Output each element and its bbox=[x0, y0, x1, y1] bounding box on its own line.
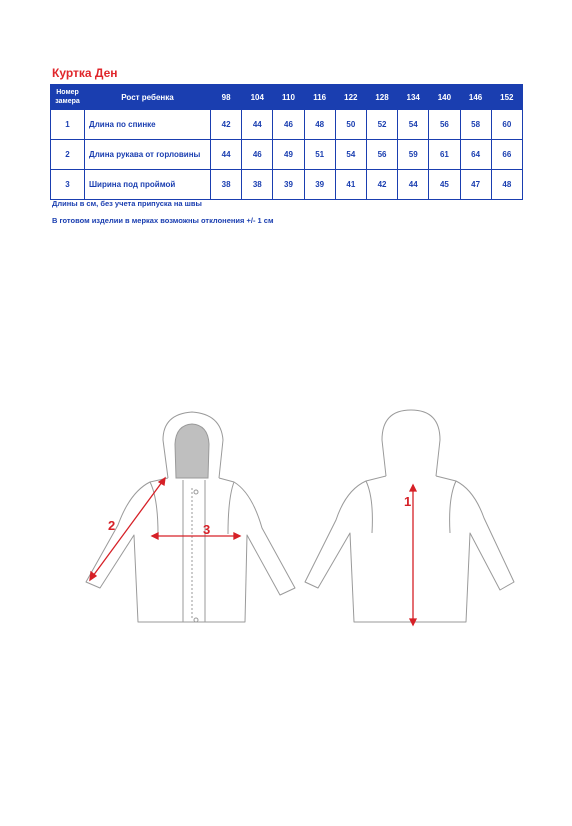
table-cell: 48 bbox=[491, 170, 522, 200]
header-size: 104 bbox=[242, 85, 273, 110]
table-cell: 49 bbox=[273, 140, 304, 170]
table-cell: 42 bbox=[366, 170, 397, 200]
arrow-head bbox=[410, 485, 416, 491]
table-cell: 46 bbox=[273, 110, 304, 140]
table-cell: 50 bbox=[335, 110, 366, 140]
header-size: 152 bbox=[491, 85, 522, 110]
table-cell: 44 bbox=[398, 170, 429, 200]
jacket-back-drawing bbox=[305, 410, 514, 622]
table-cell: 38 bbox=[211, 170, 242, 200]
table-cell: 58 bbox=[460, 110, 491, 140]
table-cell: 66 bbox=[491, 140, 522, 170]
table-cell: 42 bbox=[211, 110, 242, 140]
measure-label-1: 1 bbox=[404, 494, 412, 509]
header-size: 140 bbox=[429, 85, 460, 110]
note-tolerance: В готовом изделии в мерках возможны отклонения +/- 1 см bbox=[52, 216, 274, 225]
header-size: 98 bbox=[211, 85, 242, 110]
header-size: 134 bbox=[398, 85, 429, 110]
arrow-head bbox=[152, 533, 158, 539]
hood-lining bbox=[175, 424, 209, 478]
table-cell: 47 bbox=[460, 170, 491, 200]
header-size: 110 bbox=[273, 85, 304, 110]
table-cell: 44 bbox=[211, 140, 242, 170]
table-cell: 41 bbox=[335, 170, 366, 200]
measurement-lines bbox=[90, 478, 416, 625]
table-cell: 38 bbox=[242, 170, 273, 200]
measure-line-2 bbox=[90, 478, 165, 580]
row-number: 1 bbox=[51, 110, 85, 140]
table-cell: 39 bbox=[304, 170, 335, 200]
row-number: 2 bbox=[51, 140, 85, 170]
header-size: 122 bbox=[335, 85, 366, 110]
page-title: Куртка Ден bbox=[52, 66, 118, 80]
table-cell: 54 bbox=[335, 140, 366, 170]
table-cell: 44 bbox=[242, 110, 273, 140]
table-cell: 59 bbox=[398, 140, 429, 170]
header-size: 146 bbox=[460, 85, 491, 110]
table-cell: 54 bbox=[398, 110, 429, 140]
table-cell: 56 bbox=[366, 140, 397, 170]
row-name: Ширина под проймой bbox=[85, 170, 211, 200]
row-number: 3 bbox=[51, 170, 85, 200]
table-cell: 61 bbox=[429, 140, 460, 170]
arrow-head bbox=[234, 533, 240, 539]
header-size: 128 bbox=[366, 85, 397, 110]
header-measure-number: Номер замера bbox=[51, 85, 85, 110]
arrow-head bbox=[410, 619, 416, 625]
measure-label-3: 3 bbox=[203, 522, 211, 537]
table-cell: 39 bbox=[273, 170, 304, 200]
table-cell: 64 bbox=[460, 140, 491, 170]
measure-label-2: 2 bbox=[108, 518, 116, 533]
table-cell: 48 bbox=[304, 110, 335, 140]
header-child-height: Рост ребенка bbox=[85, 85, 211, 110]
table-cell: 45 bbox=[429, 170, 460, 200]
note-lengths: Длины в см, без учета припуска на швы bbox=[52, 199, 202, 208]
table-cell: 51 bbox=[304, 140, 335, 170]
table-cell: 56 bbox=[429, 110, 460, 140]
row-name: Длина рукава от горловины bbox=[85, 140, 211, 170]
table-cell: 52 bbox=[366, 110, 397, 140]
table-cell: 46 bbox=[242, 140, 273, 170]
row-name: Длина по спинке bbox=[85, 110, 211, 140]
table-cell: 60 bbox=[491, 110, 522, 140]
header-size: 116 bbox=[304, 85, 335, 110]
